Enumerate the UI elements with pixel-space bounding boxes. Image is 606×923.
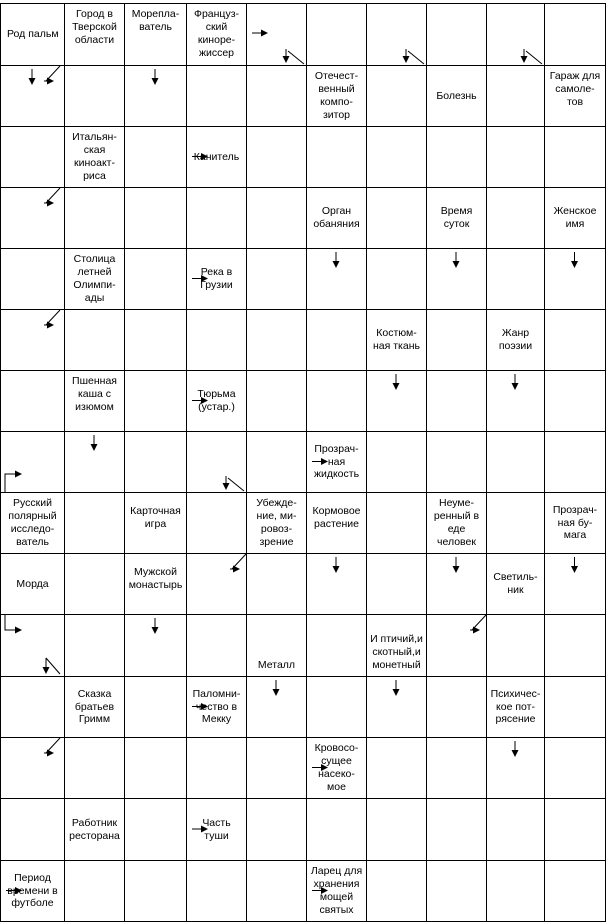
answer-cell[interactable] <box>125 677 186 737</box>
clue-cell <box>65 799 124 860</box>
clue-text: Металл <box>257 659 296 672</box>
answer-cell[interactable] <box>427 432 486 492</box>
clue-cell <box>65 371 124 431</box>
answer-cell[interactable] <box>125 249 186 309</box>
clue-cell <box>427 188 486 248</box>
answer-cell[interactable] <box>65 310 124 370</box>
answer-cell[interactable] <box>367 127 426 187</box>
clue-cell <box>545 493 605 553</box>
clue-cell <box>187 799 246 860</box>
clue-text: Француз- ский кинорe- жиссер <box>193 8 240 59</box>
clue-text: Светиль- ник <box>493 571 538 596</box>
clue-cell <box>125 554 186 614</box>
answer-cell[interactable] <box>545 127 605 187</box>
clue-cell <box>187 371 246 431</box>
answer-cell[interactable] <box>487 799 544 860</box>
answer-cell[interactable] <box>427 249 486 309</box>
answer-cell[interactable] <box>65 554 124 614</box>
clue-text: Столица летней Олимпи- ады <box>73 253 116 304</box>
answer-cell[interactable] <box>367 677 426 737</box>
answer-cell[interactable] <box>247 432 306 492</box>
answer-cell[interactable] <box>65 738 124 798</box>
answer-cell[interactable] <box>487 127 544 187</box>
answer-cell[interactable] <box>1 249 64 309</box>
answer-cell[interactable] <box>1 738 64 798</box>
answer-cell[interactable] <box>187 432 246 492</box>
answer-cell[interactable] <box>65 432 124 492</box>
answer-cell[interactable] <box>187 554 246 614</box>
answer-cell[interactable] <box>487 371 544 431</box>
clue-text: Психичес- кое пот- рясение <box>490 687 541 726</box>
answer-cell[interactable] <box>187 310 246 370</box>
answer-cell[interactable] <box>427 861 486 921</box>
answer-cell[interactable] <box>367 799 426 860</box>
answer-cell[interactable] <box>247 554 306 614</box>
clue-text: Итальян- ская киноакт- риса <box>72 131 117 183</box>
answer-cell[interactable] <box>487 4 544 65</box>
answer-cell[interactable] <box>65 861 124 921</box>
clue-text: Орган обаняния <box>313 205 360 230</box>
clue-cell <box>1 4 64 65</box>
answer-cell[interactable] <box>427 554 486 614</box>
answer-cell[interactable] <box>65 615 124 676</box>
clue-cell <box>367 615 426 676</box>
answer-cell[interactable] <box>125 861 186 921</box>
answer-cell[interactable] <box>545 371 605 431</box>
answer-cell[interactable] <box>247 799 306 860</box>
clue-cell <box>545 188 605 248</box>
clue-cell <box>65 127 124 187</box>
answer-cell[interactable] <box>247 677 306 737</box>
answer-cell[interactable] <box>367 188 426 248</box>
clue-text: И птичий,и скотный,и монетный <box>370 633 423 672</box>
clue-text: Болезнь <box>436 89 477 102</box>
answer-cell[interactable] <box>65 188 124 248</box>
clue-cell <box>307 493 366 553</box>
answer-cell[interactable] <box>1 66 64 126</box>
answer-cell[interactable] <box>427 615 486 676</box>
answer-cell[interactable] <box>307 310 366 370</box>
clue-cell <box>487 677 544 737</box>
answer-cell[interactable] <box>545 310 605 370</box>
answer-cell[interactable] <box>247 4 306 65</box>
answer-cell[interactable] <box>307 677 366 737</box>
clue-text: Русский полярный исследо- ватель <box>8 497 57 548</box>
clue-cell <box>247 615 306 676</box>
clue-cell <box>187 127 246 187</box>
answer-cell[interactable] <box>367 738 426 798</box>
answer-cell[interactable] <box>247 861 306 921</box>
answer-cell[interactable] <box>247 66 306 126</box>
answer-cell[interactable] <box>187 861 246 921</box>
clue-text: Паломни- чество в Мекку <box>192 687 241 726</box>
answer-cell[interactable] <box>367 554 426 614</box>
clue-text: Ларец для хранения мощей святых <box>310 865 363 916</box>
answer-cell[interactable] <box>427 677 486 737</box>
clue-text: Жанр поэзии <box>498 327 533 352</box>
answer-cell[interactable] <box>247 371 306 431</box>
clue-text: Прозрач- ная жидкость <box>313 442 360 481</box>
clue-cell <box>487 554 544 614</box>
clue-cell <box>427 66 486 126</box>
answer-cell[interactable] <box>307 371 366 431</box>
answer-cell[interactable] <box>247 738 306 798</box>
answer-cell[interactable] <box>367 371 426 431</box>
answer-cell[interactable] <box>545 799 605 860</box>
clue-cell <box>487 310 544 370</box>
answer-cell[interactable] <box>1 310 64 370</box>
clue-cell <box>125 493 186 553</box>
answer-cell[interactable] <box>125 127 186 187</box>
answer-cell[interactable] <box>247 310 306 370</box>
clue-text: Время суток <box>440 205 473 230</box>
answer-cell[interactable] <box>187 615 246 676</box>
clue-text: Женское имя <box>553 205 597 230</box>
answer-cell[interactable] <box>247 127 306 187</box>
answer-cell[interactable] <box>307 4 366 65</box>
answer-cell[interactable] <box>1 615 64 676</box>
clue-cell <box>307 432 366 492</box>
answer-cell[interactable] <box>1 432 64 492</box>
answer-cell[interactable] <box>65 66 124 126</box>
answer-cell[interactable] <box>427 4 486 65</box>
clue-cell <box>187 249 246 309</box>
answer-cell[interactable] <box>367 249 426 309</box>
answer-cell[interactable] <box>427 799 486 860</box>
clue-text: Сказка братьев Гримм <box>74 687 115 726</box>
clue-text: Морда <box>16 577 49 590</box>
clue-text: Город в Тверской области <box>72 8 117 46</box>
clue-cell <box>307 738 366 798</box>
clue-text: Канитель <box>193 150 240 163</box>
clue-text: Костюм- ная ткань <box>373 327 420 352</box>
answer-cell[interactable] <box>307 799 366 860</box>
clue-cell <box>1 554 64 614</box>
clue-text: Пшенная каша с изюмом <box>72 375 117 413</box>
clue-text: Род пальм <box>7 28 59 41</box>
clue-cell <box>1 493 64 553</box>
answer-cell[interactable] <box>125 615 186 676</box>
answer-cell[interactable] <box>545 249 605 309</box>
answer-cell[interactable] <box>125 371 186 431</box>
answer-cell[interactable] <box>367 493 426 553</box>
answer-cell[interactable] <box>545 677 605 737</box>
clue-cell <box>187 4 246 65</box>
answer-cell[interactable] <box>187 738 246 798</box>
clue-cell <box>545 66 605 126</box>
answer-cell[interactable] <box>125 188 186 248</box>
answer-cell[interactable] <box>1 677 64 737</box>
answer-cell[interactable] <box>367 432 426 492</box>
clue-text: Отечест- венный компо- зитор <box>314 70 359 121</box>
answer-cell[interactable] <box>187 188 246 248</box>
clue-text: Период времени в футболе <box>7 871 58 910</box>
clue-cell <box>307 188 366 248</box>
answer-cell[interactable] <box>487 861 544 921</box>
answer-cell[interactable] <box>307 249 366 309</box>
answer-cell[interactable] <box>367 861 426 921</box>
clue-text: Неуме- ренный в еде человек <box>433 497 480 548</box>
answer-cell[interactable] <box>545 738 605 798</box>
answer-cell[interactable] <box>247 188 306 248</box>
answer-cell[interactable] <box>545 861 605 921</box>
answer-cell[interactable] <box>367 4 426 65</box>
answer-cell[interactable] <box>487 249 544 309</box>
answer-cell[interactable] <box>65 493 124 553</box>
clue-text: Кормовое растение <box>312 505 361 530</box>
answer-cell[interactable] <box>545 432 605 492</box>
answer-cell[interactable] <box>427 738 486 798</box>
clue-text: Убежде- ние, ми- ровоз- зрение <box>256 497 297 548</box>
answer-cell[interactable] <box>307 554 366 614</box>
answer-cell[interactable] <box>125 738 186 798</box>
answer-cell[interactable] <box>487 432 544 492</box>
clue-cell <box>307 861 366 921</box>
clue-cell <box>427 493 486 553</box>
answer-cell[interactable] <box>1 188 64 248</box>
answer-cell[interactable] <box>125 66 186 126</box>
answer-cell[interactable] <box>367 66 426 126</box>
answer-cell[interactable] <box>487 493 544 553</box>
clue-text: Кровосо- сущее насеко- мое <box>314 742 359 793</box>
clue-text: Мужской монастырь <box>128 566 183 591</box>
answer-cell[interactable] <box>427 371 486 431</box>
answer-cell[interactable] <box>487 738 544 798</box>
clue-text: Карточная игра <box>130 505 181 530</box>
clue-text: Часть туши <box>202 816 231 842</box>
clue-cell <box>187 677 246 737</box>
answer-cell[interactable] <box>307 615 366 676</box>
answer-cell[interactable] <box>307 127 366 187</box>
answer-cell[interactable] <box>427 310 486 370</box>
answer-cell[interactable] <box>1 799 64 860</box>
clue-cell <box>1 861 64 921</box>
answer-cell[interactable] <box>247 249 306 309</box>
answer-cell[interactable] <box>187 493 246 553</box>
clue-text: Прозрач- ная бу- мага <box>552 503 598 542</box>
answer-cell[interactable] <box>187 66 246 126</box>
clue-cell <box>307 66 366 126</box>
answer-cell[interactable] <box>487 188 544 248</box>
answer-cell[interactable] <box>125 310 186 370</box>
answer-cell[interactable] <box>545 554 605 614</box>
clue-cell <box>65 249 124 309</box>
answer-cell[interactable] <box>545 615 605 676</box>
answer-cell[interactable] <box>487 615 544 676</box>
clue-text: Тюрьма (устар.) <box>197 388 236 413</box>
clue-text: Гараж для самоле- тов <box>549 70 601 108</box>
answer-cell[interactable] <box>427 127 486 187</box>
clue-cell <box>65 677 124 737</box>
answer-cell[interactable] <box>545 4 605 65</box>
clue-text: Работник ресторана <box>69 816 120 842</box>
clue-cell <box>247 493 306 553</box>
clue-cell <box>367 310 426 370</box>
answer-cell[interactable] <box>1 371 64 431</box>
answer-cell[interactable] <box>125 799 186 860</box>
clue-cell <box>125 4 186 65</box>
answer-cell[interactable] <box>487 66 544 126</box>
answer-cell[interactable] <box>1 127 64 187</box>
clue-text: Морепла- ватель <box>131 8 180 33</box>
clue-cell <box>65 4 124 65</box>
clue-text: Река в Грузии <box>200 266 233 291</box>
answer-cell[interactable] <box>125 432 186 492</box>
